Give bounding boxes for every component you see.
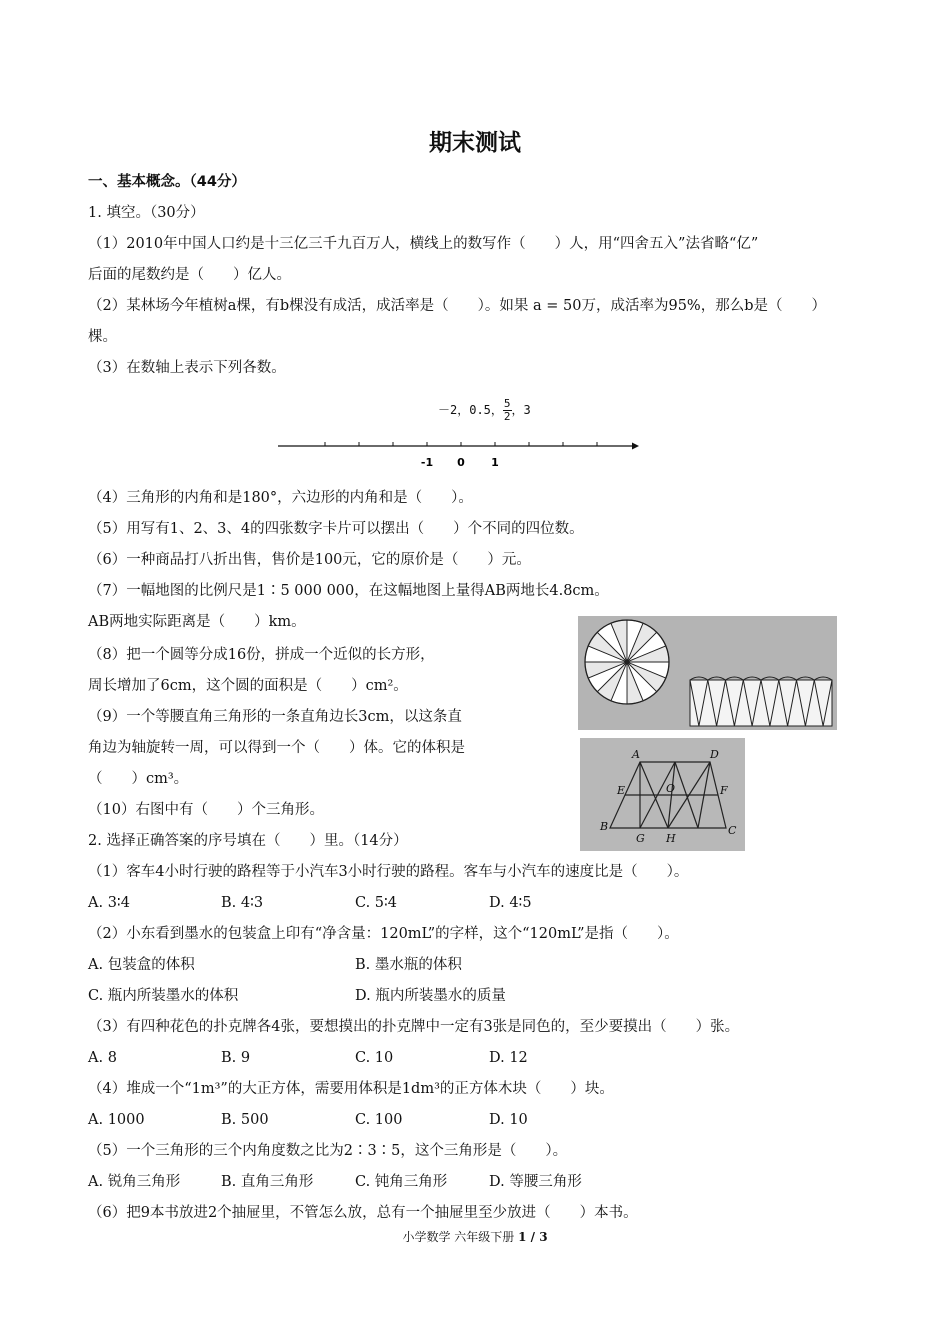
item-6-line: （6）一种商品打八折出售，售价是100元，它的原价是（ ）元。 [88, 552, 531, 568]
choice-2-option-a: A. 包装盒的体积 [88, 957, 195, 973]
choice-1-option-a: A. 3∶4 [88, 895, 130, 911]
item-7-line-2: AB两地实际距离是（ ）km。 [88, 614, 306, 630]
label-b: B [600, 820, 609, 833]
choice-1-stem: （1）客车4小时行驶的路程等于小汽车3小时行驶的路程。客车与小汽车的速度比是（ ）。 [88, 864, 689, 880]
choice-2-option-b: B. 墨水瓶的体积 [355, 957, 462, 973]
circle-center [625, 660, 629, 664]
numbers-prefix: －2，0.5， [438, 403, 503, 417]
choice-2-option-d: D. 瓶内所装墨水的质量 [355, 988, 506, 1004]
choice-4-stem: （4）堆成一个“1m³”的大正方体，需要用体积是1dm³的正方体木块（ ）块。 [88, 1081, 614, 1097]
label-c: C [728, 824, 737, 837]
choice-2-option-c: C. 瓶内所装墨水的体积 [88, 988, 239, 1004]
item-8-line-2: 周长增加了6cm，这个圆的面积是（ ）cm²。 [88, 678, 408, 694]
item-9-line-2: 角边为轴旋转一周，可以得到一个（ ）体。它的体积是 [88, 740, 465, 756]
choice-4-option-c: C. 100 [355, 1112, 403, 1128]
item-8-line-1: （8）把一个圆等分成16份，拼成一个近似的长方形， [88, 647, 435, 663]
section-heading: 一、基本概念。（44分） [88, 174, 246, 190]
question-1-heading: 1. 填空。（30分） [88, 205, 205, 221]
label-f: F [720, 784, 728, 797]
page-title: 期末测试 [429, 130, 521, 156]
question-2-heading: 2. 选择正确答案的序号填在（ ）里。（14分） [88, 833, 408, 849]
axis-label-one: 1 [491, 456, 499, 469]
choice-5-stem: （5）一个三角形的三个内角度数之比为2∶3∶5，这个三角形是（ ）。 [88, 1143, 568, 1159]
item-7-line-1: （7）一幅地图的比例尺是1∶5 000 000，在这幅地图上量得AB两地长4.8cm。 [88, 583, 609, 599]
circle-rearrangement-figure [578, 616, 837, 730]
item-2-line-1: （2）某林场今年植树a棵，有b棵没有成活，成活率是（ ）。如果 a = 50万，成活率为95%，那么b是（ ） [88, 298, 826, 314]
choice-4-option-d: D. 10 [489, 1112, 528, 1128]
choice-1-option-b: B. 4∶3 [221, 895, 264, 911]
label-g: G [636, 832, 645, 845]
label-o: O [666, 782, 676, 795]
axis-label-zero: 0 [457, 456, 465, 469]
choice-1-option-c: C. 5∶4 [355, 895, 398, 911]
footer-text: 小学数学 六年级下册 [402, 1230, 515, 1244]
choice-5-option-a: A. 锐角三角形 [88, 1174, 181, 1190]
item-4-line: （4）三角形的内角和是180°，六边形的内角和是（ ）。 [88, 490, 473, 506]
item-1-line-1: （1）2010年中国人口约是十三亿三千九百万人，横线上的数写作（ ）人，用“四舍五入”法省略“亿” [88, 236, 759, 252]
choice-2-stem: （2）小东看到墨水的包装盒上印有“净含量：120mL”的字样，这个“120mL”是指（ ）。 [88, 926, 679, 942]
choice-3-stem: （3）有四种花色的扑克牌各4张，要想摸出的扑克牌中一定有3张是同色的，至少要摸出（ ）张。 [88, 1019, 740, 1035]
choice-5-option-c: C. 钝角三角形 [355, 1174, 448, 1190]
choice-4-option-a: A. 1000 [88, 1112, 145, 1128]
choice-4-option-b: B. 500 [221, 1112, 269, 1128]
rectangle-outline [690, 680, 832, 726]
item-3-line: （3）在数轴上表示下列各数。 [88, 360, 286, 376]
item-5-line: （5）用写有1、2、3、4的四张数字卡片可以摆出（ ）个不同的四位数。 [88, 521, 584, 537]
item-1-line-2: 后面的尾数约是（ ）亿人。 [88, 267, 291, 283]
choice-6-stem: （6）把9本书放进2个抽屉里，不管怎么放，总有一个抽屉里至少放进（ ）本书。 [88, 1205, 638, 1221]
choice-3-option-c: C. 10 [355, 1050, 394, 1066]
numbers-list [438, 398, 531, 423]
choice-3-option-a: A. 8 [88, 1050, 117, 1066]
fraction-numerator: 5 [503, 397, 511, 410]
choice-3-option-d: D. 12 [489, 1050, 528, 1066]
label-e: E [617, 784, 626, 797]
page-number: 1 / 3 [518, 1230, 548, 1244]
numbers-suffix: ，3 [511, 403, 531, 417]
page-footer [0, 1228, 950, 1245]
axis-label-minus-one: -1 [420, 456, 434, 469]
arrow-right-icon [632, 443, 639, 450]
triangle-count-figure [580, 738, 745, 851]
label-h: H [666, 832, 676, 845]
choice-5-option-b: B. 直角三角形 [221, 1174, 314, 1190]
item-9-line-1: （9）一个等腰直角三角形的一条直角边长3cm，以这条直 [88, 709, 462, 725]
choice-1-option-d: D. 4∶5 [489, 895, 532, 911]
label-d: D [710, 748, 719, 761]
number-line [276, 434, 640, 474]
choice-5-option-d: D. 等腰三角形 [489, 1174, 582, 1190]
item-9-line-3: （ ）cm³。 [88, 771, 189, 787]
item-2-line-2: 棵。 [88, 329, 117, 345]
fraction-denominator: 2 [503, 410, 511, 423]
item-10-line: （10）右图中有（ ）个三角形。 [88, 802, 324, 818]
choice-3-option-b: B. 9 [221, 1050, 251, 1066]
fraction [503, 398, 512, 423]
approx-rectangle [690, 677, 832, 726]
label-a: A [632, 748, 640, 761]
